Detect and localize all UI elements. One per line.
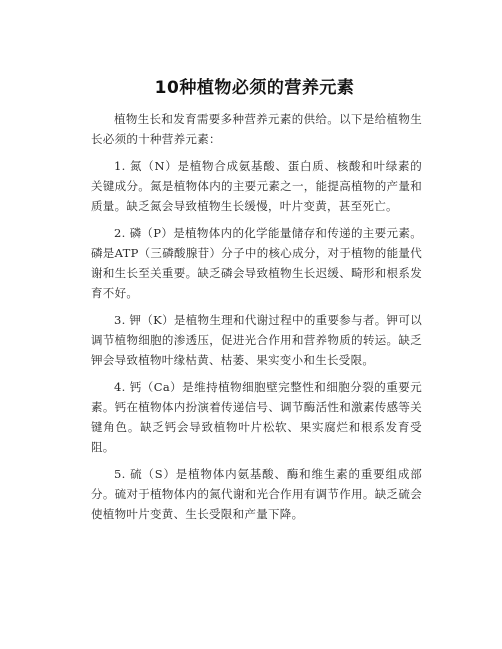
document-title: 10种植物必须的营养元素	[154, 78, 355, 98]
nutrient-paragraph-phosphorus: 2. 磷（P）是植物体内的化学能量储存和传递的主要元素。磷是ATP（三磷酸腺苷）分子中的核心成分，对于植物的能量代谢和生长至关重要。缺乏磷会导致植物生长迟缓、畸形和根系发育不好。	[91, 226, 422, 300]
nutrient-paragraph-calcium: 4. 钙（Ca）是维持植物细胞壁完整性和细胞分裂的重要元素。钙在植物体内扮演着传递信号、调节酶活性和激素传感等关键角色。缺乏钙会导致植物叶片松软、果实腐烂和根系发育受阻。	[91, 380, 422, 454]
intro-paragraph: 植物生长和发育需要多种营养元素的供给。以下是给植物生长必须的十种营养元素：	[91, 112, 422, 146]
nutrient-paragraph-nitrogen: 1. 氮（N）是植物合成氨基酸、蛋白质、核酸和叶绿素的关键成分。氮是植物体内的主要元素之一，能提高植物的产量和质量。缺乏氮会导致植物生长缓慢，叶片变黄，甚至死亡。	[91, 159, 422, 213]
nutrient-paragraph-sulfur: 5. 硫（S）是植物体内氨基酸、酶和维生素的重要组成部分。硫对于植物体内的氮代谢和光合作用有调节作用。缺乏硫会使植物叶片变黄、生长受限和产量下降。	[91, 467, 422, 521]
nutrient-paragraph-potassium: 3. 钾（K）是植物生理和代谢过程中的重要参与者。钾可以调节植物细胞的渗透压，促进光合作用和营养物质的转运。缺乏钾会导致植物叶缘枯黄、枯萎、果实变小和生长受限。	[91, 313, 422, 367]
